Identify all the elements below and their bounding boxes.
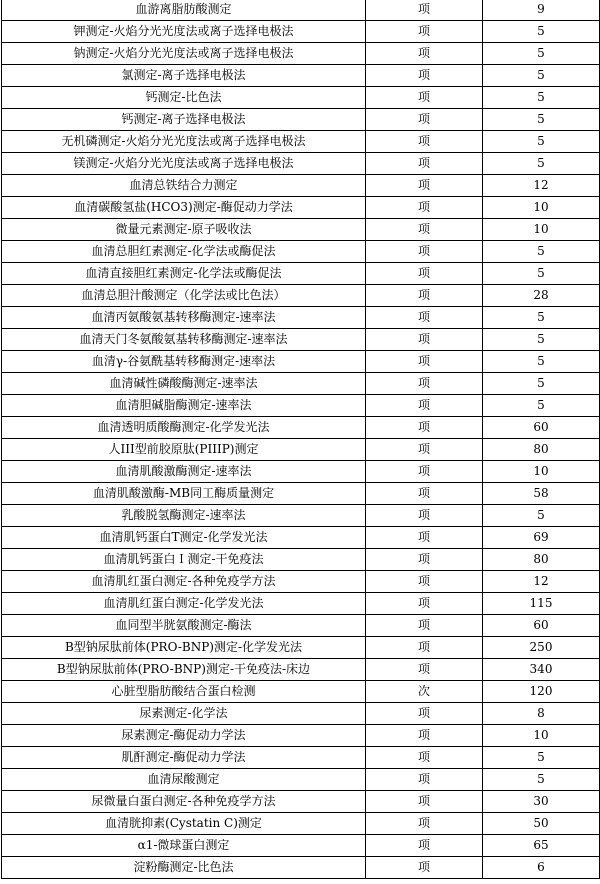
price-cell: 5 (483, 329, 600, 351)
price-cell: 5 (483, 505, 600, 527)
unit-cell: 项 (366, 417, 483, 439)
unit-cell: 项 (366, 307, 483, 329)
table-row (2, 659, 600, 681)
unit-cell: 项 (366, 549, 483, 571)
item-name-cell: 淀粉酶测定-比色法 (2, 857, 366, 879)
unit-cell: 项 (366, 197, 483, 219)
price-cell: 12 (483, 175, 600, 197)
price-cell: 5 (483, 65, 600, 87)
item-name-cell: 钙测定-离子选择电极法 (2, 109, 366, 131)
table-row (2, 395, 600, 417)
unit-cell: 项 (366, 615, 483, 637)
item-name-cell: 尿微量白蛋白测定-各种免疫学方法 (2, 791, 366, 813)
table-row (2, 703, 600, 725)
item-name-cell: α1-微球蛋白测定 (2, 835, 366, 857)
item-name-cell: 镁测定-火焰分光光度法或离子选择电极法 (2, 153, 366, 175)
table-row (2, 813, 600, 835)
price-cell: 5 (483, 351, 600, 373)
table-row (2, 65, 600, 87)
unit-cell: 项 (366, 593, 483, 615)
item-name-cell: 微量元素测定-原子吸收法 (2, 219, 366, 241)
table-row (2, 725, 600, 747)
table-body (2, 0, 600, 879)
unit-cell: 项 (366, 175, 483, 197)
table-row (2, 571, 600, 593)
price-cell: 9 (483, 0, 600, 21)
table-row (2, 131, 600, 153)
unit-cell: 项 (366, 835, 483, 857)
table-row (2, 87, 600, 109)
item-name-cell: 血清肌酸激酶-MB同工酶质量测定 (2, 483, 366, 505)
unit-cell: 项 (366, 791, 483, 813)
table-row (2, 835, 600, 857)
unit-cell: 项 (366, 505, 483, 527)
item-name-cell: 血清γ-谷氨酰基转移酶测定-速率法 (2, 351, 366, 373)
table-row (2, 373, 600, 395)
table-row (2, 593, 600, 615)
price-cell: 5 (483, 87, 600, 109)
unit-cell: 项 (366, 65, 483, 87)
table-row (2, 197, 600, 219)
item-name-cell: 血清丙氨酸氨基转移酶测定-速率法 (2, 307, 366, 329)
price-cell: 10 (483, 197, 600, 219)
price-cell: 5 (483, 153, 600, 175)
price-cell: 28 (483, 285, 600, 307)
unit-cell: 项 (366, 571, 483, 593)
table-row (2, 439, 600, 461)
table-row (2, 175, 600, 197)
price-cell: 5 (483, 747, 600, 769)
unit-cell: 项 (366, 813, 483, 835)
unit-cell: 项 (366, 483, 483, 505)
item-name-cell: 血清胆碱脂酶测定-速率法 (2, 395, 366, 417)
price-cell: 120 (483, 681, 600, 703)
table-row (2, 285, 600, 307)
table-row (2, 615, 600, 637)
unit-cell: 项 (366, 241, 483, 263)
price-cell: 10 (483, 219, 600, 241)
item-name-cell: 血清透明质酸酶测定-化学发光法 (2, 417, 366, 439)
unit-cell: 项 (366, 747, 483, 769)
price-cell: 5 (483, 373, 600, 395)
price-cell: 5 (483, 131, 600, 153)
price-cell: 10 (483, 725, 600, 747)
unit-cell: 项 (366, 659, 483, 681)
unit-cell: 项 (366, 637, 483, 659)
table-row (2, 263, 600, 285)
item-name-cell: 血清总胆汁酸测定（化学法或比色法） (2, 285, 366, 307)
price-cell: 65 (483, 835, 600, 857)
unit-cell: 项 (366, 21, 483, 43)
price-cell: 8 (483, 703, 600, 725)
price-cell: 250 (483, 637, 600, 659)
price-cell: 5 (483, 769, 600, 791)
item-name-cell: 血清总铁结合力测定 (2, 175, 366, 197)
price-cell: 5 (483, 43, 600, 65)
price-cell: 80 (483, 439, 600, 461)
table-row (2, 527, 600, 549)
table-row (2, 769, 600, 791)
unit-cell: 项 (366, 153, 483, 175)
table-row (2, 153, 600, 175)
price-cell: 340 (483, 659, 600, 681)
item-name-cell: 尿素测定-化学法 (2, 703, 366, 725)
unit-cell: 项 (366, 857, 483, 879)
price-cell: 60 (483, 417, 600, 439)
item-name-cell: 血清碳酸氢盐(HCO3)测定-酶促动力学法 (2, 197, 366, 219)
unit-cell: 项 (366, 87, 483, 109)
unit-cell: 项 (366, 43, 483, 65)
price-cell: 80 (483, 549, 600, 571)
unit-cell: 项 (366, 0, 483, 21)
unit-cell: 项 (366, 527, 483, 549)
table-row (2, 791, 600, 813)
table-row (2, 219, 600, 241)
table-row (2, 307, 600, 329)
table-row (2, 505, 600, 527)
price-cell: 115 (483, 593, 600, 615)
unit-cell: 项 (366, 285, 483, 307)
unit-cell: 项 (366, 219, 483, 241)
item-name-cell: 血清天门冬氨酸氨基转移酶测定-速率法 (2, 329, 366, 351)
table-row (2, 43, 600, 65)
unit-cell: 项 (366, 769, 483, 791)
unit-cell: 项 (366, 703, 483, 725)
table-row (2, 747, 600, 769)
item-name-cell: 血清肌红蛋白测定-化学发光法 (2, 593, 366, 615)
unit-cell: 项 (366, 263, 483, 285)
table-row (2, 417, 600, 439)
table-row (2, 681, 600, 703)
price-cell: 30 (483, 791, 600, 813)
item-name-cell: 心脏型脂肪酸结合蛋白检测 (2, 681, 366, 703)
unit-cell: 项 (366, 373, 483, 395)
price-cell: 5 (483, 109, 600, 131)
table-row (2, 549, 600, 571)
item-name-cell: 人III型前胶原肽(PIIIP)测定 (2, 439, 366, 461)
table-row (2, 329, 600, 351)
item-name-cell: 血清碱性磷酸酶测定-速率法 (2, 373, 366, 395)
unit-cell: 项 (366, 351, 483, 373)
item-name-cell: B型钠尿肽前体(PRO-BNP)测定-化学发光法 (2, 637, 366, 659)
item-name-cell: 钾测定-火焰分光光度法或离子选择电极法 (2, 21, 366, 43)
unit-cell: 项 (366, 725, 483, 747)
price-cell: 5 (483, 263, 600, 285)
item-name-cell: 血游离脂肪酸测定 (2, 0, 366, 21)
item-name-cell: 血清肌钙蛋白T测定-化学发光法 (2, 527, 366, 549)
item-name-cell: 血清胱抑素(Cystatin C)测定 (2, 813, 366, 835)
item-name-cell: 钠测定-火焰分光光度法或离子选择电极法 (2, 43, 366, 65)
unit-cell: 项 (366, 439, 483, 461)
item-name-cell: 血清肌钙蛋白Ｉ测定-干免疫法 (2, 549, 366, 571)
item-name-cell: 血清肌红蛋白测定-各种免疫学方法 (2, 571, 366, 593)
price-cell: 60 (483, 615, 600, 637)
table-row (2, 483, 600, 505)
item-name-cell: 无机磷测定-火焰分光光度法或离子选择电极法 (2, 131, 366, 153)
table-row (2, 0, 600, 21)
unit-cell: 项 (366, 109, 483, 131)
unit-cell: 项 (366, 329, 483, 351)
item-name-cell: 血清直接胆红素测定-化学法或酶促法 (2, 263, 366, 285)
price-table (1, 0, 600, 879)
price-cell: 58 (483, 483, 600, 505)
item-name-cell: 尿素测定-酶促动力学法 (2, 725, 366, 747)
item-name-cell: 血清总胆红素测定-化学法或酶促法 (2, 241, 366, 263)
item-name-cell: B型钠尿肽前体(PRO-BNP)测定-干免疫法-床边 (2, 659, 366, 681)
unit-cell: 次 (366, 681, 483, 703)
item-name-cell: 钙测定-比色法 (2, 87, 366, 109)
item-name-cell: 氯测定-离子选择电极法 (2, 65, 366, 87)
table-row (2, 461, 600, 483)
unit-cell: 项 (366, 461, 483, 483)
price-cell: 12 (483, 571, 600, 593)
price-cell: 50 (483, 813, 600, 835)
unit-cell: 项 (366, 395, 483, 417)
table-row (2, 637, 600, 659)
price-cell: 5 (483, 307, 600, 329)
item-name-cell: 血清尿酸测定 (2, 769, 366, 791)
item-name-cell: 肌酐测定-酶促动力学法 (2, 747, 366, 769)
item-name-cell: 血清肌酸激酶测定-速率法 (2, 461, 366, 483)
price-cell: 5 (483, 21, 600, 43)
item-name-cell: 乳酸脱氢酶测定-速率法 (2, 505, 366, 527)
table-row (2, 351, 600, 373)
table-row (2, 21, 600, 43)
table-row (2, 857, 600, 879)
table-row (2, 109, 600, 131)
unit-cell: 项 (366, 131, 483, 153)
item-name-cell: 血同型半胱氨酸测定-酶法 (2, 615, 366, 637)
price-cell: 6 (483, 857, 600, 879)
table-row (2, 241, 600, 263)
price-cell: 10 (483, 461, 600, 483)
price-cell: 5 (483, 241, 600, 263)
price-cell: 69 (483, 527, 600, 549)
price-cell: 5 (483, 395, 600, 417)
